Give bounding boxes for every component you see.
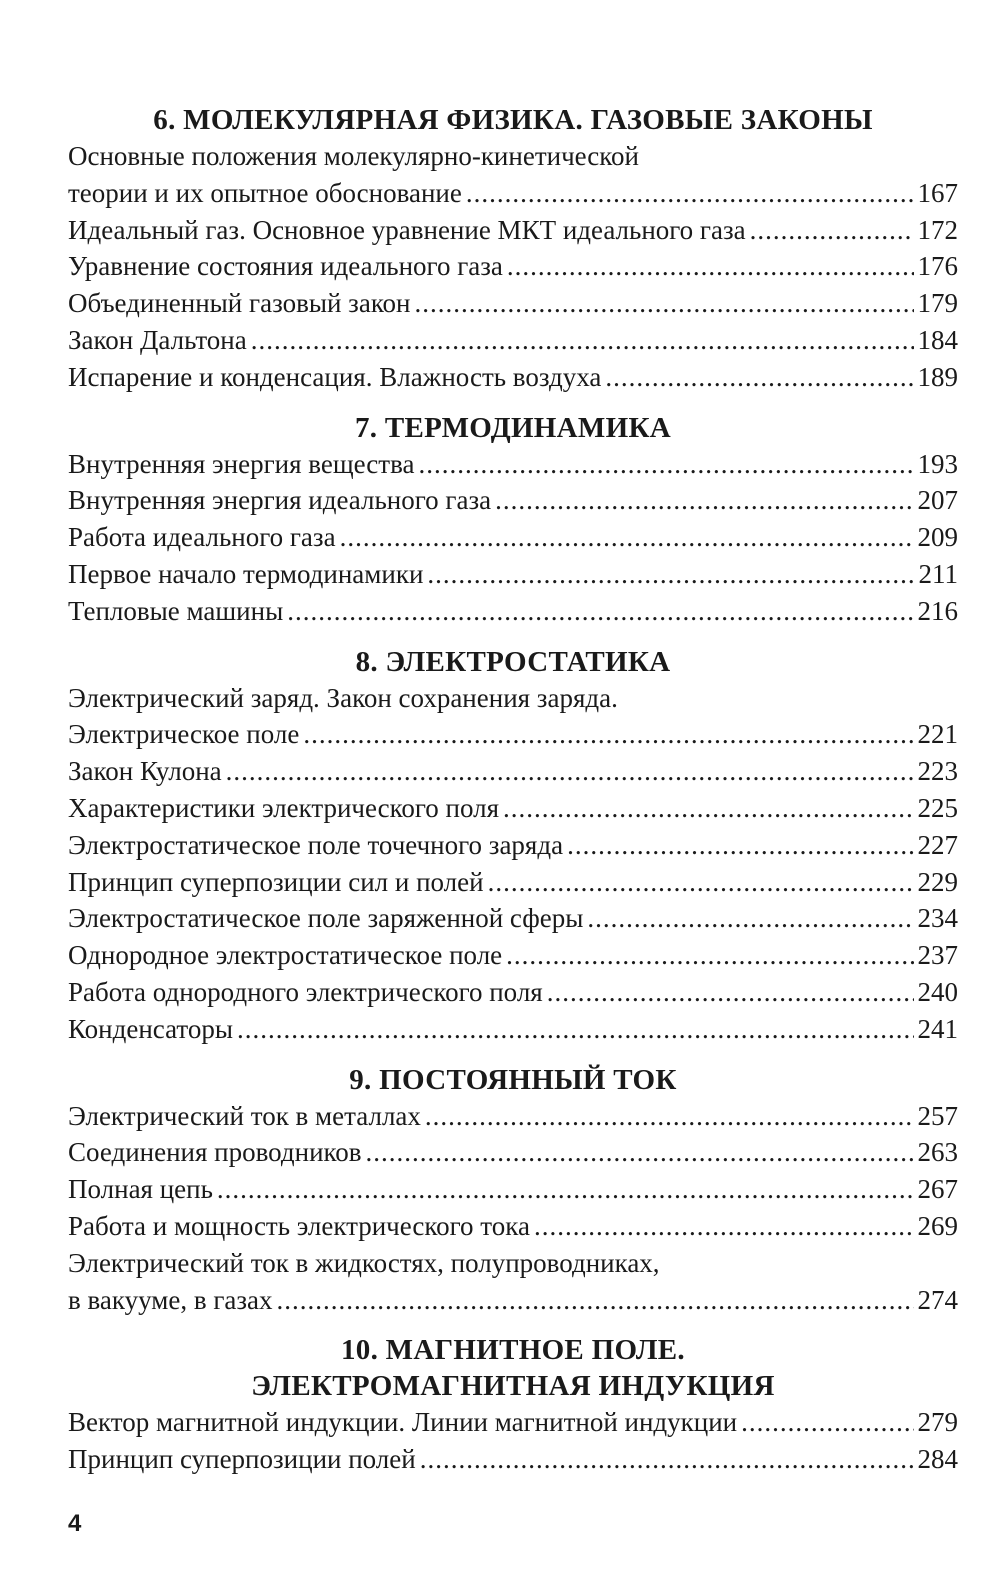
entry-label: Принцип суперпозиции сил и полей bbox=[68, 866, 484, 897]
section-title: 6. МОЛЕКУЛЯРНАЯ ФИЗИКА. ГАЗОВЫЕ ЗАКОНЫ bbox=[153, 104, 873, 136]
dot-leader bbox=[466, 175, 914, 212]
toc-entry bbox=[68, 1441, 958, 1478]
entry-label: Электростатическое поле заряженной сферы bbox=[68, 903, 584, 934]
entry-label: Первое начало термодинамики bbox=[68, 558, 424, 589]
table-of-contents bbox=[68, 100, 958, 1492]
entry-label: Электрическое поле bbox=[68, 719, 300, 750]
entry-label: Работа однородного электрического поля bbox=[68, 976, 543, 1007]
entry-label: Принцип суперпозиции полей bbox=[68, 1444, 416, 1475]
toc-entry bbox=[68, 937, 958, 974]
entry-page: 207 bbox=[917, 485, 958, 516]
entry-label: Электрический ток в металлах bbox=[68, 1100, 421, 1131]
section-title: 9. ПОСТОЯННЫЙ ТОК bbox=[349, 1063, 677, 1096]
section-title: 7. ТЕРМОДИНАМИКА bbox=[354, 411, 672, 444]
toc-entry bbox=[68, 593, 958, 630]
dot-leader bbox=[340, 519, 914, 556]
dot-leader bbox=[303, 716, 913, 753]
dot-leader bbox=[251, 322, 914, 359]
dot-leader bbox=[495, 482, 913, 519]
entry-page: 240 bbox=[917, 976, 958, 1007]
entry-label: Вектор магнитной индукции. Линии магнитной индукции bbox=[68, 1407, 738, 1438]
dot-leader bbox=[605, 359, 913, 396]
toc-entry bbox=[68, 1011, 958, 1048]
section-7 bbox=[68, 410, 958, 630]
toc-entry bbox=[68, 1404, 958, 1441]
entry-page: 221 bbox=[917, 719, 958, 750]
dot-leader bbox=[425, 1098, 914, 1135]
entry-page: 269 bbox=[917, 1210, 958, 1241]
toc-entry bbox=[68, 1208, 958, 1245]
toc-entry bbox=[68, 974, 958, 1011]
entry-page: 176 bbox=[917, 251, 958, 282]
dot-leader bbox=[567, 827, 913, 864]
section-6 bbox=[68, 102, 958, 396]
entry-label: Электростатическое поле точечного заряда bbox=[68, 829, 564, 860]
entry-page: 172 bbox=[917, 214, 958, 245]
entry-page: 189 bbox=[917, 361, 958, 392]
dot-leader bbox=[217, 1171, 914, 1208]
dot-leader bbox=[534, 1208, 914, 1245]
entry-page: 279 bbox=[917, 1407, 958, 1438]
entry-page: 274 bbox=[917, 1284, 958, 1315]
toc-entry bbox=[68, 446, 958, 483]
entry-label: Конденсаторы bbox=[68, 1013, 233, 1044]
section-9 bbox=[68, 1062, 958, 1319]
entry-label: Однородное электростатическое поле bbox=[68, 940, 503, 971]
entry-page: 223 bbox=[917, 756, 958, 787]
entry-page: 263 bbox=[917, 1137, 958, 1168]
toc-entry bbox=[68, 322, 958, 359]
dot-leader bbox=[420, 1441, 914, 1478]
entry-page: 237 bbox=[917, 940, 958, 971]
toc-entry bbox=[68, 790, 958, 827]
dot-leader bbox=[418, 446, 913, 483]
entry-page: 284 bbox=[917, 1444, 958, 1475]
entry-label: Полная цепь bbox=[68, 1174, 213, 1205]
section-title: 10. МАГНИТНОЕ ПОЛЕ. bbox=[340, 1334, 685, 1367]
dot-leader bbox=[427, 556, 914, 593]
dot-leader bbox=[587, 900, 913, 937]
entry-label: Объединенный газовый закон bbox=[68, 288, 411, 319]
toc-entry bbox=[68, 285, 958, 322]
dot-leader bbox=[488, 864, 914, 901]
dot-leader bbox=[741, 1404, 913, 1441]
toc-entry bbox=[68, 1098, 958, 1135]
dot-leader bbox=[415, 285, 914, 322]
dot-leader bbox=[507, 248, 914, 285]
entry-lead: Основные положения молекулярно-кинетической bbox=[68, 141, 639, 171]
toc-entry bbox=[68, 900, 958, 937]
entry-label: Испарение и конденсация. Влажность воздуха bbox=[68, 361, 602, 392]
entry-label: Тепловые машины bbox=[68, 595, 284, 626]
entry-lead: Электрический ток в жидкостях, полупроводниках, bbox=[68, 1247, 660, 1278]
entry-lead: Электрический заряд. Закон сохранения заряда. bbox=[68, 682, 618, 713]
toc-entry bbox=[68, 519, 958, 556]
dot-leader bbox=[237, 1011, 914, 1048]
toc-entry bbox=[68, 827, 958, 864]
toc-entry bbox=[68, 212, 958, 249]
toc-entry bbox=[68, 359, 958, 396]
entry-label: Характеристики электрического поля bbox=[68, 792, 500, 823]
page-number: 4 bbox=[68, 1510, 82, 1537]
toc-entry bbox=[68, 864, 958, 901]
entry-label: в вакууме, в газах bbox=[68, 1284, 273, 1315]
entry-page: 229 bbox=[917, 866, 958, 897]
section-title-continued: ЭЛЕКТРОМАГНИТНАЯ ИНДУКЦИЯ bbox=[251, 1370, 775, 1403]
entry-label: Внутренняя энергия вещества bbox=[68, 448, 415, 479]
entry-label: Внутренняя энергия идеального газа bbox=[68, 485, 492, 516]
entry-page: 234 bbox=[917, 903, 958, 934]
entry-page: 227 bbox=[917, 829, 958, 860]
entry-label: Работа идеального газа bbox=[68, 522, 336, 553]
dot-leader bbox=[750, 212, 914, 249]
dot-leader bbox=[506, 937, 913, 974]
section-title: 8. ЭЛЕКТРОСТАТИКА bbox=[355, 645, 671, 678]
entry-label: Соединения проводников bbox=[68, 1137, 362, 1168]
toc-entry bbox=[68, 716, 958, 753]
toc-entry bbox=[68, 1282, 958, 1319]
entry-page: 257 bbox=[917, 1100, 958, 1131]
toc-entry bbox=[68, 175, 958, 212]
entry-page: 267 bbox=[917, 1174, 958, 1205]
dot-leader bbox=[503, 790, 913, 827]
entry-page: 216 bbox=[917, 595, 958, 626]
entry-label: Закон Кулона bbox=[68, 756, 222, 787]
entry-page: 167 bbox=[917, 177, 958, 208]
dot-leader bbox=[287, 593, 913, 630]
entry-page: 225 bbox=[917, 792, 958, 823]
toc-entry bbox=[68, 482, 958, 519]
toc-entry bbox=[68, 1134, 958, 1171]
entry-label: Идеальный газ. Основное уравнение МКТ идеального газа bbox=[68, 214, 746, 245]
section-10 bbox=[68, 1332, 958, 1478]
toc-entry bbox=[68, 1171, 958, 1208]
dot-leader bbox=[366, 1134, 914, 1171]
entry-label: Закон Дальтона bbox=[68, 324, 247, 355]
dot-leader bbox=[277, 1282, 914, 1319]
entry-page: 179 bbox=[917, 288, 958, 319]
dot-leader bbox=[547, 974, 914, 1011]
toc-entry bbox=[68, 556, 958, 593]
entry-page: 241 bbox=[917, 1013, 958, 1044]
entry-label: Работа и мощность электрического тока bbox=[68, 1210, 530, 1241]
entry-page: 211 bbox=[918, 558, 958, 589]
entry-label: Уравнение состояния идеального газа bbox=[68, 251, 503, 282]
entry-page: 193 bbox=[917, 448, 958, 479]
toc-entry bbox=[68, 753, 958, 790]
entry-label: теории и их опытное обоснование bbox=[68, 177, 462, 208]
entry-page: 209 bbox=[917, 522, 958, 553]
entry-page: 184 bbox=[917, 324, 958, 355]
toc-entry bbox=[68, 248, 958, 285]
dot-leader bbox=[226, 753, 914, 790]
section-8 bbox=[68, 644, 958, 1048]
